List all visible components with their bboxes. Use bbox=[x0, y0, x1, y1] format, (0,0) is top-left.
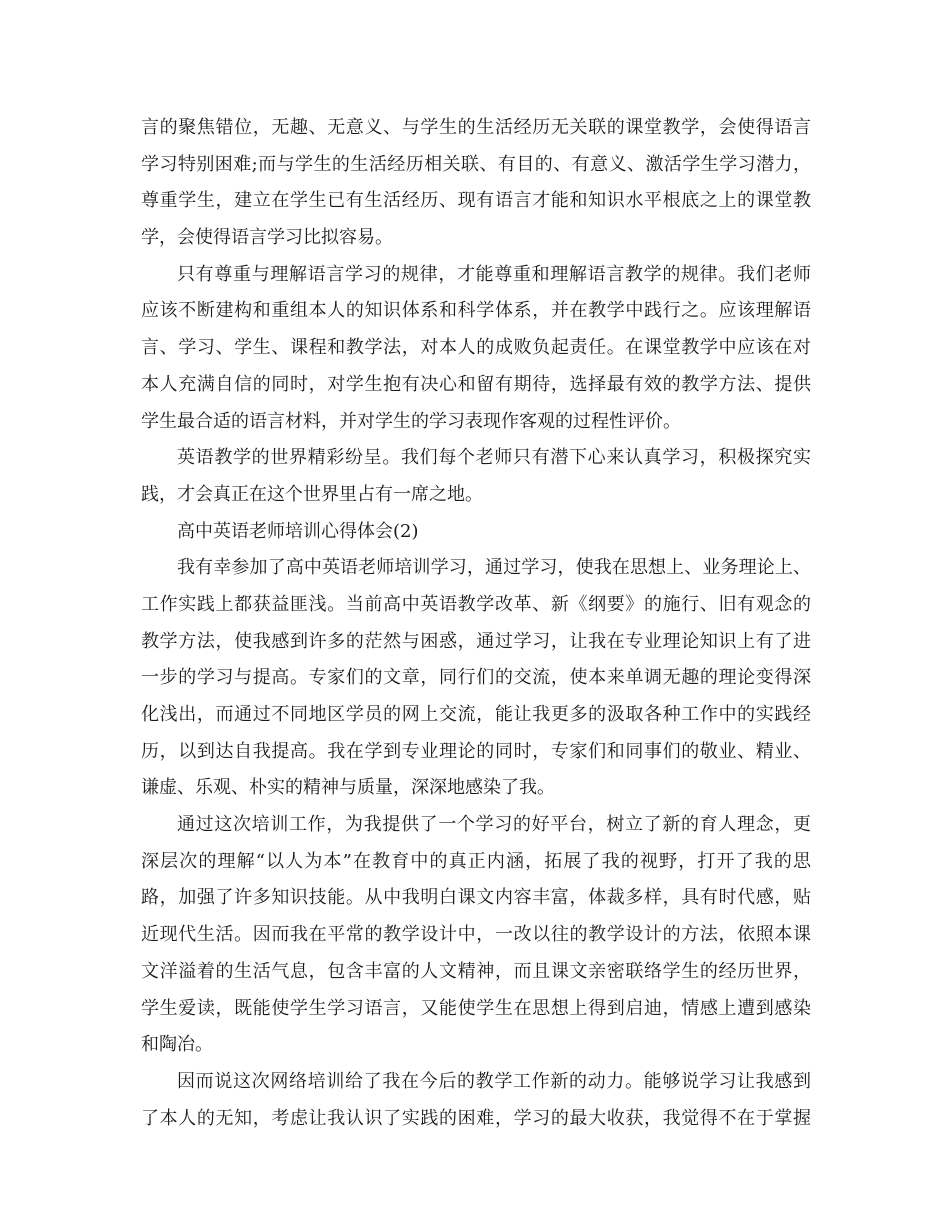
text-line: 工作实践上都获益匪浅。当前高中英语教学改革、新《纲要》的施行、旧有观念的 bbox=[141, 593, 811, 615]
text-line: 一步的学习与提高。专家们的文章，同行们的交流，使本来单调无趣的理论变得深 bbox=[141, 667, 811, 689]
text-line: 高中英语老师培训心得体会(2) bbox=[177, 520, 419, 542]
text-line: 了本人的无知，考虑让我认识了实践的困难，学习的最大收获，我觉得不在于掌握 bbox=[141, 1107, 811, 1129]
text-line: 谦虚、乐观、朴实的精神与质量，深深地感染了我。 bbox=[141, 777, 555, 799]
text-line: 教学方法，使我感到许多的茫然与困惑，通过学习，让我在专业理论知识上有了进 bbox=[141, 630, 811, 652]
text-line: 学，会使得语言学习比拟容易。 bbox=[141, 227, 393, 249]
text-line: 言、学习、学生、课程和教学法，对本人的成败负起责任。在课堂教学中应该在对 bbox=[141, 337, 811, 359]
text-line: 学生爱读，既能使学生学习语言，又能使学生在思想上得到启迪，情感上遭到感染 bbox=[141, 997, 811, 1019]
text-line: 只有尊重与理解语言学习的规律，才能尊重和理解语言教学的规律。我们老师 bbox=[177, 263, 811, 285]
text-line: 学生最合适的语言材料，并对学生的学习表现作客观的过程性评价。 bbox=[141, 410, 681, 432]
text-line: 通过这次培训工作，为我提供了一个学习的好平台，树立了新的育人理念，更 bbox=[177, 814, 811, 836]
text-line: 本人充满自信的同时，对学生抱有决心和留有期待，选择最有效的教学方法、提供 bbox=[141, 373, 811, 395]
text-line: 近现代生活。因而我在平常的教学设计中，一改以往的教学设计的方法，依照本课 bbox=[141, 924, 811, 946]
text-line: 英语教学的世界精彩纷呈。我们每个老师只有潜下心来认真学习，积极探究实 bbox=[177, 447, 811, 469]
text-line: 路，加强了许多知识技能。从中我明白课文内容丰富，体裁多样，具有时代感，贴 bbox=[141, 887, 811, 909]
text-line: 践，才会真正在这个世界里占有一席之地。 bbox=[141, 483, 483, 505]
text-line: 深层次的理解“以人为本”在教育中的真正内涵，拓展了我的视野，打开了我的思 bbox=[141, 850, 811, 872]
text-line: 化浅出，而通过不同地区学员的网上交流，能让我更多的汲取各种工作中的实践经 bbox=[141, 704, 811, 725]
document-page bbox=[141, 110, 811, 1137]
text-line: 因而说这次网络培训给了我在今后的教学工作新的动力。能够说学习让我感到 bbox=[177, 1070, 811, 1092]
text-line: 和陶冶。 bbox=[141, 1034, 213, 1056]
text-line: 文洋溢着的生活气息，包含丰富的人文精神，而且课文亲密联络学生的经历世界， bbox=[141, 960, 811, 982]
text-line: 应该不断建构和重组本人的知识体系和科学体系，并在教学中践行之。应该理解语 bbox=[141, 300, 811, 322]
text-line: 历，以到达自我提高。我在学到专业理论的同时，专家们和同事们的敬业、精业、 bbox=[141, 740, 811, 762]
text-line: 学习特别困难;而与学生的生活经历相关联、有目的、有意义、激活学生学习潜力， bbox=[141, 153, 811, 175]
text-line: 言的聚焦错位，无趣、无意义、与学生的生活经历无关联的课堂教学，会使得语言 bbox=[141, 117, 811, 138]
text-line: 尊重学生，建立在学生已有生活经历、现有语言才能和知识水平根底之上的课堂教 bbox=[141, 190, 811, 212]
text-line: 我有幸参加了高中英语老师培训学习，通过学习，使我在思想上、业务理论上、 bbox=[177, 557, 811, 579]
